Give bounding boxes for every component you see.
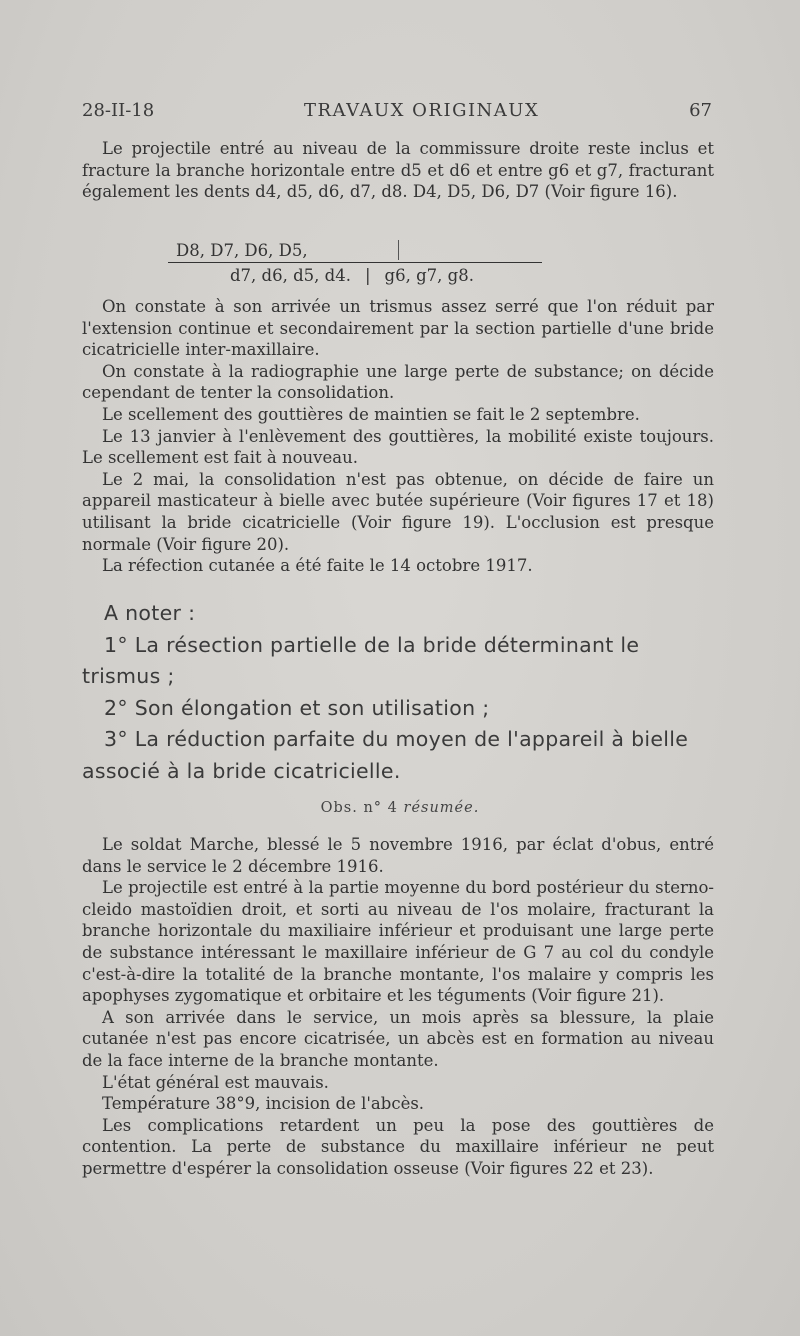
formula-separator: |: [364, 266, 371, 285]
paragraph: Les complications retardent un peu la pose des gouttières de contention. La perte de substance du maxillaire inférieur ne peut permettre d'espérer la consolidation osseuse (Voir figures 22 et 23).: [82, 1115, 714, 1178]
observation-heading: [0, 800, 800, 816]
paragraph: Le soldat Marche, blessé le 5 novembre 1916, par éclat d'obus, entré dans le service le 2 décembre 1916.: [82, 835, 714, 876]
paragraph: Le 13 janvier à l'enlèvement des gouttières, la mobilité existe toujours. Le scellement est fait à nouveau.: [82, 426, 714, 468]
running-header: [82, 100, 712, 121]
paragraph: Le scellement des gouttières de maintien se fait le 2 septembre.: [102, 404, 640, 424]
paragraph: Le projectile est entré à la partie moyenne du bord postérieur du sterno-cleido mastoïdien droit, et sorti au niveau de l'os molaire, fracturant la branche horizontale du maxiliaire inférieur et produisant une large perte de substance intéressant le maxillaire inférieur de G 7 au col du condyle c'est-à-dire la totalité de la branche montante, l'os malaire y compris les apophyses zygomatique et orbitaire et les téguments (Voir figure 21).: [82, 878, 714, 1006]
intro-paragraph-block: [82, 138, 714, 203]
observation-label: Obs. n° 4: [320, 800, 398, 816]
a-noter-heading: A noter :: [104, 601, 196, 625]
paragraph: Température 38°9, incision de l'abcès.: [102, 1094, 425, 1114]
a-noter-item: 2° Son élongation et son utilisation ;: [104, 695, 490, 720]
paragraph: On constate à son arrivée un trismus assez serré que l'on réduit par l'extension continue et secondairement par la section partielle d'une bride cicatricielle inter-maxillaire.: [82, 297, 714, 360]
observation-subtitle: résumée.: [403, 800, 480, 816]
paragraph: Le 2 mai, la consolidation n'est pas obtenue, on décide de faire un appareil masticateur à bielle avec butée supérieure (Voir figures 17 et 18) utilisant la bride cicatricielle (Voir figure 19). L'occlusion est presque normale (Voir figure 20).: [82, 469, 714, 554]
a-noter-item: 1° La résection partielle de la bride déterminant le trismus ;: [82, 632, 640, 688]
case-paragraphs: [82, 296, 714, 577]
formula-numerator: D8, D7, D6, D5,: [168, 240, 399, 260]
dental-formula: [168, 240, 542, 287]
observation-paragraphs: [82, 834, 714, 1180]
a-noter-section: [82, 598, 722, 787]
paragraph: On constate à la radiographie une large perte de substance; on décide cependant de tenter la consolidation.: [82, 361, 714, 403]
formula-denominator: [168, 263, 542, 287]
paragraph: A son arrivée dans le service, un mois après sa blessure, la plaie cutanée n'est pas encore cicatrisée, un abcès est en formation au niveau de la face interne de la branche montante.: [82, 1007, 714, 1070]
header-date: 28-II-18: [82, 100, 155, 121]
page-number: 67: [689, 100, 712, 121]
header-title: TRAVAUX ORIGINAUX: [304, 100, 540, 121]
formula-denominator-left: d7, d6, d5, d4.: [230, 266, 351, 285]
formula-denominator-right: g6, g7, g8.: [384, 266, 474, 285]
a-noter-item: 3° La réduction parfaite du moyen de l'appareil à bielle associé à la bride cicatricielle.: [82, 727, 689, 783]
paragraph: Le projectile entré au niveau de la commissure droite reste inclus et fracture la branche horizontale entre d5 et d6 et entre g6 et g7, fracturant également les dents d4, d5, d6, d7, d8. D4, D5, D6, D7 (Voir figure 16).: [82, 139, 714, 202]
paragraph: La réfection cutanée a été faite le 14 octobre 1917.: [102, 556, 533, 576]
paragraph: L'état général est mauvais.: [102, 1072, 329, 1092]
